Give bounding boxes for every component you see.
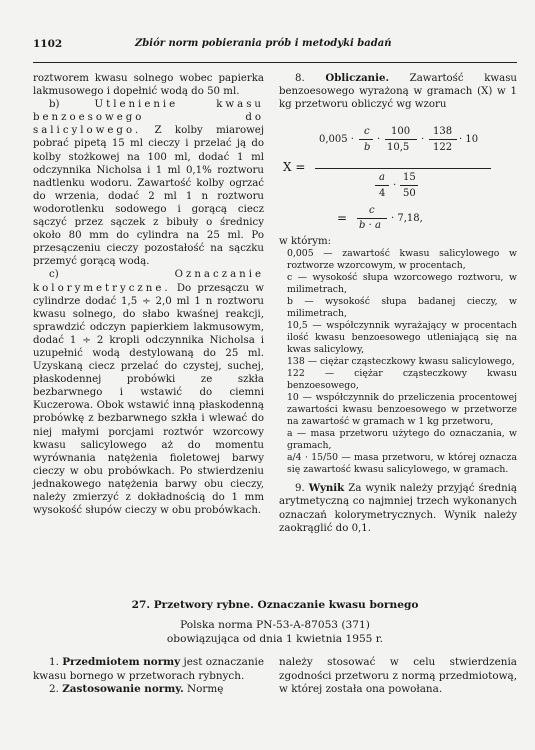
running-header <box>33 38 509 54</box>
heading-oxidation: Utlenienie kwasu benzoesowego do salicylowego. <box>33 99 264 137</box>
legend-item: 138 — ciężar cząsteczkowy kwasu salicylowego, <box>287 356 515 368</box>
bottom-right-column <box>279 656 517 697</box>
legend-item: a/4 · 15/50 — masa przetworu, w której oznacza się zawartość kwasu salicylowego, w gramach. <box>287 452 517 476</box>
legend-item: a — masa przetworu użytego do oznaczania, w gramach, <box>287 428 517 452</box>
legend-item: 10,5 — współczynnik wyrażający w procentach ilość kwasu benzoesowego utleniającą się na kwas salicylowy, <box>287 320 517 356</box>
paragraph-application: 2. Zastosowanie normy. Normę <box>49 683 224 695</box>
section-title: 27. Przetwory rybne. Oznaczanie kwasu bornego <box>131 599 419 611</box>
header-rule <box>33 62 517 63</box>
paragraph-result: 9. Wynik Za wynik należy przyjąć średnią arytmetyczną co najmniej trzech wykonanych oznaczań kolorymetrycznych. Wynik należy zaokrąglić do 0,1. <box>279 482 517 534</box>
running-title: Zbiór norm pobierania prób i metodyki badań <box>135 38 392 49</box>
formula-legend <box>279 248 517 476</box>
main-fraction-bar <box>315 168 491 169</box>
formula: X = 0,005 · c b · 100 10,5 · 138 122 · 10 a 4 · 15 50 = c b · a · 7,18, <box>279 115 517 233</box>
fraction-bar <box>429 139 457 140</box>
norm-number: Polska norma PN-53-A-87053 (371) <box>180 619 370 631</box>
legend-item: 10 — współczynnik do przeliczenia procentowej zawartości kwasu benzoesowego w przetworze na zawartość w gramach w 1 kg przetworu, <box>287 392 517 428</box>
section-27-heading <box>33 598 517 646</box>
legend-item: c — wysokość słupa wzorcowego roztworu, w milimetrach, <box>287 272 517 296</box>
formula-x: X = <box>283 160 306 175</box>
heading-calculation: Obliczanie. <box>325 72 389 84</box>
legend-item: 0,005 — zawartość kwasu salicylowego w roztworze wzorcowym, w procentach, <box>287 248 517 272</box>
paragraph-subject: 1. Przedmiotem normy jest oznaczanie kwasu bornego w przetworach rybnych. <box>33 656 264 682</box>
fraction-bar <box>400 185 418 186</box>
paragraph-oxidation: b) Utlenienie kwasu benzoesowego do salicylowego. Z kolby miarowej pobrać pipetą 15 ml cieczy i przelać ją do kolby stożkowej na 100 ml, dodać 1 ml odczynnika Nicholsa i 1 ml 0,1% roztworu nadtlenku wodoru. Zawartość kolby ogrzać do wrzenia, dodać 2 ml 1 n roztworu wodorotlenku sodowego i gorącą ciecz sączyć przez sączek z bibuły o średnicy około 80 mm do cylindra na 25 ml. Po przesączeniu cieczy pozostałość na sączku przemyć gorącą wodą. <box>33 99 264 268</box>
norm-validity: obowiązująca od dnia 1 kwietnia 1955 r. <box>166 633 384 645</box>
paragraph-colorimetric: c) Oznaczanie kolorymetryczne. Do przesączu w cylindrze dodać 1,5 ÷ 2,0 ml 1 n roztworu kwasu solnego, do słabo kwaśnej reakcji, sprawdzić odczyn papierkiem lakmusowym, dodać 1 ÷ 2 kropli odczynnika Nicholsa i uzupełnić wodą destylowaną do 25 ml. Uzyskaną ciecz przelać do czystej, suchej, płaskodennej probówki ze szkła bezbarwnego i wstawić do ciemni Kuczerowa. Obok wstawić inną płaskodenną probówkę z bezbarwnego szkła i wlewać do niej małymi porcjami roztwór wzorcowy kwasu salicylowego aż do momentu wyrównania natężenia fioletowej barwy cieczy w obu probówkach. Po stwierdzeniu jednakowego natężenia barwy obu cieczy, należy zmierzyć z dokładnością do 1 mm wysokość słupów cieczy w obu probówkach. <box>33 269 264 517</box>
left-column <box>33 72 264 517</box>
legend-item: b — wysokość słupa badanej cieczy, w milimetrach, <box>287 296 517 320</box>
fraction-bar <box>375 185 389 186</box>
legend-item: 122 — ciężar cząsteczkowy kwasu benzoesowego, <box>287 368 517 392</box>
paragraph-continuation: roztworem kwasu solnego wobec papierka lakmusowego i dopełnić wodą do 50 ml. <box>33 73 264 98</box>
paragraph-calculation: 8. Obliczanie. Zawartość kwasu benzoesowego wyrażoną w gramach (X) w 1 kg przetworu obliczyć wg wzoru <box>279 72 517 111</box>
fraction-bar <box>359 139 373 140</box>
fraction-bar <box>385 139 417 140</box>
bottom-left-column <box>33 656 264 697</box>
heading-result: Wynik <box>308 482 345 495</box>
page-number: 1102 <box>33 38 63 50</box>
heading-colorimetric: Oznaczanie kolorymetryczne. <box>33 269 264 294</box>
legend-intro: w którym: <box>279 236 332 248</box>
paragraph-application-cont: należy stosować w celu stwierdzenia zgodności przetworu z normą przedmiotową, w której została ona powołana. <box>279 656 517 695</box>
right-column <box>279 72 517 535</box>
